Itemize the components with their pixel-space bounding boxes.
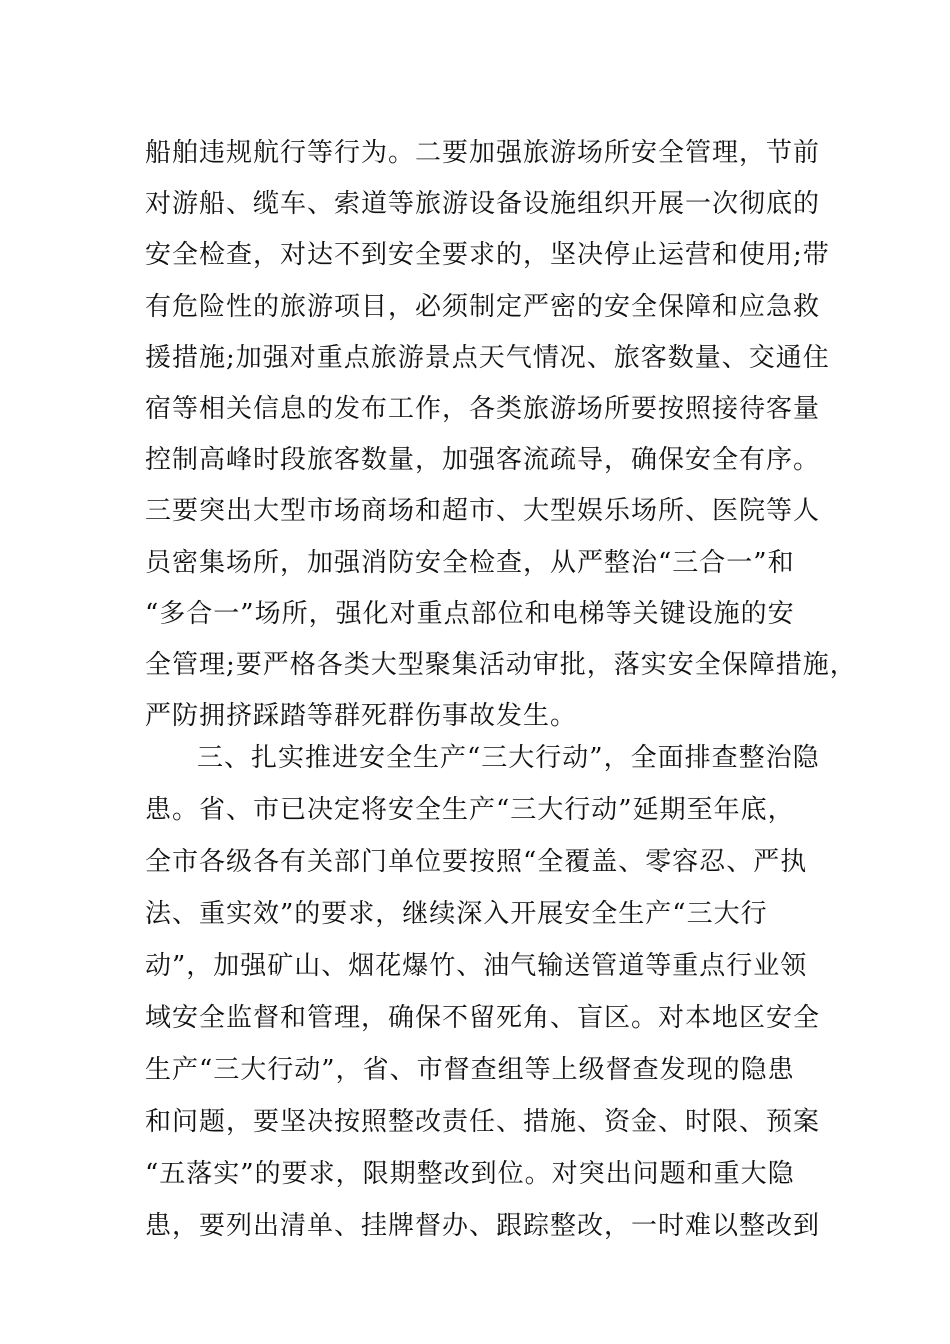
text-line: 域安全监督和管理，确保不留死角、盲区。对本地区安全 [145,1003,821,1033]
text-line: 患。省、市已决定将安全生产“三大行动”延期至年底， [145,795,795,825]
text-line: 控制高峰时段旅客数量，加强客流疏导，确保安全有序。 [145,445,821,476]
text-line: 船舶违规航行等行为。二要加强旅游场所安全管理，节前 [145,138,821,168]
paragraph-continued [145,133,857,747]
text-line: 三、扎实推进安全生产“三大行动”，全面排查整治隐 [197,743,820,773]
text-line: “多合一”场所，强化对重点部位和电梯等关键设施的安 [145,598,795,629]
text-line: 宿等相关信息的发布工作，各类旅游场所要按照接待客量 [145,393,821,424]
text-line: “五落实”的要求，限期整改到位。对突出问题和重大隐 [145,1159,795,1189]
text-line: 法、重实效”的要求，继续深入开展安全生产“三大行 [145,899,768,929]
text-line: 对游船、缆车、索道等旅游设备设施组织开展一次彻底的 [145,189,821,220]
text-line: 患，要列出清单、挂牌督办、跟踪整改，一时难以整改到 [145,1211,821,1241]
text-line: 员密集场所，加强消防安全检查，从严整治“三合一”和 [145,547,795,578]
text-line: 三要突出大型市场商场和超市、大型娱乐场所、医院等人 [145,496,821,527]
text-line: 动”，加强矿山、烟花爆竹、油气输送管道等重点行业领 [145,951,808,981]
text-line: 生产“三大行动”，省、市督查组等上级督查发现的隐患 [145,1055,795,1085]
text-line: 严防拥挤踩踏等群死群伤事故发生。 [145,701,578,732]
paragraph-section-three [145,738,821,1258]
text-line: 和问题，要坚决按照整改责任、措施、资金、时限、预案 [145,1107,821,1137]
text-line: 全管理;要严格各类大型聚集活动审批，落实安全保障措施， [145,649,857,680]
text-line: 有危险性的旅游项目，必须制定严密的安全保障和应急救 [145,291,821,322]
text-line: 安全检查，对达不到安全要求的，坚决停止运营和使用;带 [145,240,830,271]
text-line: 全市各级各有关部门单位要按照“全覆盖、零容忍、严执 [145,847,808,877]
text-line: 援措施;加强对重点旅游景点天气情况、旅客数量、交通住 [145,342,830,373]
